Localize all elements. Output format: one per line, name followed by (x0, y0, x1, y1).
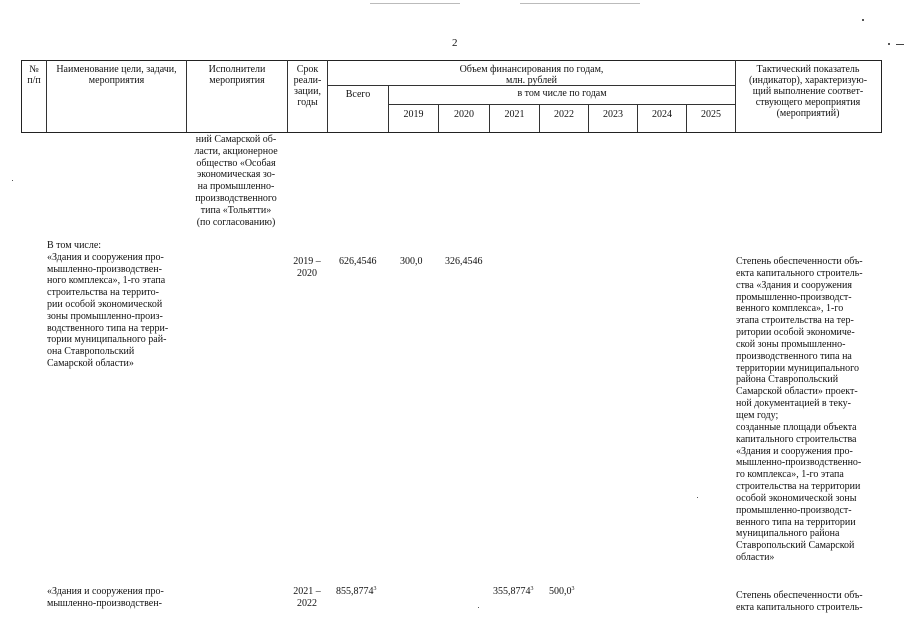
row1-2019: 300,0 (400, 256, 423, 267)
row2-total-value: 855,8774 (336, 586, 374, 597)
row1-total: 626,4546 (339, 256, 377, 267)
row2-2021 (493, 586, 534, 598)
row1-2020: 326,4546 (445, 256, 483, 267)
header-year-2024: 2024 (652, 109, 672, 120)
header-year-2021: 2021 (504, 109, 525, 120)
row1-name: В том числе: «Здания и сооружения про- мышленно-производствен- ного комплекса», 1-го этапа строительства на террито- рии особой экономической зоны промышленно-произ- водственного типа на терри- тории муниципального рай- она Ставропольский Самарской области» (47, 240, 169, 369)
header-year-2023: 2023 (603, 109, 623, 120)
row2-2022-footnote: 3 (571, 586, 575, 592)
header-name: Наименование цели, задачи, мероприятия (56, 64, 177, 86)
header-term: Срок реали- зации, годы (293, 64, 322, 108)
header-number: № п/п (27, 64, 41, 86)
header-year-2019: 2019 (403, 109, 424, 120)
row2-name: «Здания и сооружения про- мышленно-производствен- (47, 586, 164, 609)
header-financing: Объем финансирования по годам, млн. рублей (459, 64, 604, 86)
header-year-2022: 2022 (554, 109, 574, 120)
scan-artifact (697, 497, 698, 498)
header-year-2020: 2020 (454, 109, 474, 120)
row2-2022-value: 500,0 (549, 586, 572, 597)
executors-continuation: ний Самарской об- ласти, акционерное общество «Особая экономическая зо- на промышленно- производственного типа «Тольятти» (по согласованию) (194, 134, 278, 228)
row2-total-footnote: 3 (373, 586, 377, 592)
scan-artifact (862, 19, 864, 21)
row-divider (388, 104, 735, 105)
row2-total (336, 586, 377, 598)
header-indicator: Тактический показатель (индикатор), характеризую- щий выполнение соответ- ствующего мероприятия (мероприятий) (748, 64, 868, 119)
scan-artifact (370, 3, 460, 4)
row1-term: 2019 – 2020 (293, 256, 321, 279)
header-executors: Исполнители мероприятия (208, 64, 266, 86)
header-years-group: в том числе по годам (517, 88, 607, 99)
row1-indicator: Степень обеспеченности объ- екта капитального строитель- ства «Здания и сооружения промышленно-производст- венного комплекса», 1-го этапа строительства на тер- ритории особой экономиче- ской зоны промышленно- производственного типа на территории муниципального района Ставропольский Самарской области» проект- ной документацией в теку- щем году; созданные площади объекта капитального строительства «Здания и сооружения про- мышленно-производственно- го комплекса», 1-го этапа строительства на территории особой экономической зоны промышленно-производст- венного типа на территории муниципального района Ставропольский Самарской области» (736, 256, 863, 564)
header-year-2025: 2025 (701, 109, 721, 120)
scan-artifact (478, 607, 479, 608)
row2-indicator: Степень обеспеченности объ- екта капитального строитель- (736, 590, 863, 613)
page-number: 2 (452, 37, 458, 49)
header-total: Всего (345, 89, 371, 100)
scan-artifact (12, 180, 13, 181)
scan-artifact (520, 3, 640, 4)
row2-2021-footnote: 3 (530, 586, 534, 592)
row2-2022 (549, 586, 575, 598)
row2-term: 2021 – 2022 (293, 586, 321, 609)
scan-artifact (896, 44, 904, 45)
row2-2021-value: 355,8774 (493, 586, 531, 597)
scan-artifact (888, 43, 890, 45)
